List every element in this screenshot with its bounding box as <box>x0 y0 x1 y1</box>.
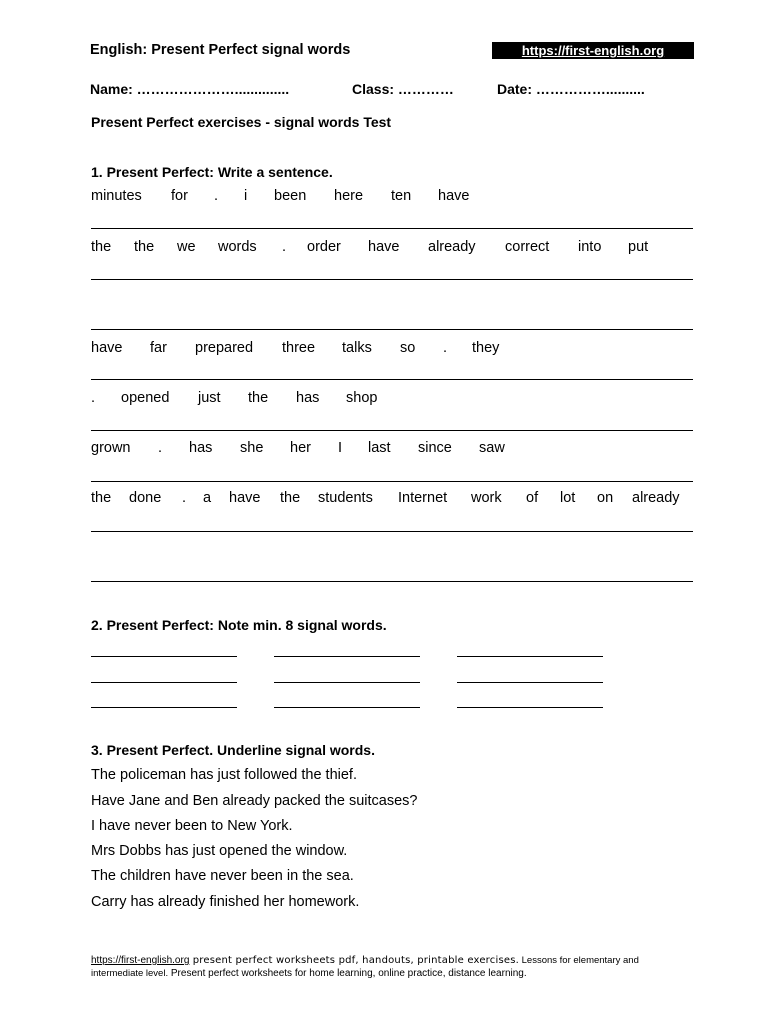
scrambled-word: so <box>400 340 416 356</box>
exercise-sentence: The children have never been in the sea. <box>91 868 354 884</box>
scrambled-word: . <box>443 340 448 356</box>
scrambled-row-2 <box>91 239 693 257</box>
scrambled-word: shop <box>346 390 378 406</box>
footer-note <box>91 954 681 980</box>
footer-link[interactable]: https://first-english.org <box>91 955 190 966</box>
scrambled-word: work <box>471 490 502 506</box>
scrambled-row-4 <box>91 390 693 408</box>
scrambled-word: already <box>428 239 476 255</box>
scrambled-word: has <box>296 390 320 406</box>
section-3-heading: 3. Present Perfect. Underline signal words. <box>91 742 375 758</box>
answer-line <box>91 329 693 330</box>
section-1-heading: 1. Present Perfect: Write a sentence. <box>91 164 333 180</box>
scrambled-row-5 <box>91 440 693 458</box>
footer-text-3: Present perfect worksheets for home learning, online practice, distance learning. <box>168 968 527 979</box>
scrambled-word: three <box>282 340 316 356</box>
answer-line <box>91 379 693 380</box>
scrambled-word: since <box>418 440 452 456</box>
scrambled-word: for <box>171 188 188 204</box>
scrambled-word: correct <box>505 239 550 255</box>
signal-word-line <box>274 707 420 708</box>
scrambled-word: ten <box>391 188 412 204</box>
scrambled-word: Internet <box>398 490 448 506</box>
scrambled-word: have <box>368 239 400 255</box>
worksheet-title: English: Present Perfect signal words <box>90 42 351 58</box>
scrambled-word: a <box>203 490 212 506</box>
signal-word-line <box>91 707 237 708</box>
scrambled-word: order <box>307 239 341 255</box>
scrambled-word: just <box>198 390 221 406</box>
signal-word-line <box>457 682 603 683</box>
scrambled-word: the <box>91 490 112 506</box>
class-field: Class: ………… <box>352 81 454 97</box>
scrambled-word: lot <box>560 490 576 506</box>
exercise-sentence: The policeman has just followed the thief. <box>91 767 357 783</box>
signal-word-line <box>274 682 420 683</box>
scrambled-word: talks <box>342 340 372 356</box>
scrambled-word: the <box>248 390 269 406</box>
scrambled-word: . <box>158 440 163 456</box>
scrambled-word: opened <box>121 390 170 406</box>
signal-word-line <box>91 656 237 657</box>
scrambled-word: . <box>182 490 187 506</box>
exercise-sentence: Carry has already finished her homework. <box>91 894 360 910</box>
scrambled-row-6 <box>91 490 693 508</box>
exercise-sentence: Have Jane and Ben already packed the suitcases? <box>91 793 418 809</box>
scrambled-word: here <box>334 188 364 204</box>
scrambled-word: saw <box>479 440 505 456</box>
scrambled-word: they <box>472 340 500 356</box>
scrambled-word: the <box>91 239 112 255</box>
scrambled-word: has <box>189 440 213 456</box>
scrambled-word: i <box>244 188 248 204</box>
scrambled-word: of <box>526 490 539 506</box>
scrambled-word: already <box>632 490 680 506</box>
scrambled-word: far <box>150 340 167 356</box>
signal-word-line <box>91 682 237 683</box>
scrambled-row-3 <box>91 340 693 358</box>
scrambled-word: grown <box>91 440 131 456</box>
name-field: Name: ………………….............. <box>90 81 290 97</box>
scrambled-word: have <box>229 490 261 506</box>
scrambled-word: have <box>438 188 470 204</box>
scrambled-word: on <box>597 490 614 506</box>
scrambled-word: . <box>91 390 96 406</box>
scrambled-word: her <box>290 440 311 456</box>
answer-line <box>91 279 693 280</box>
scrambled-word: she <box>240 440 264 456</box>
scrambled-word: we <box>177 239 196 255</box>
header-url-link[interactable]: https://first-english.org <box>492 42 694 59</box>
signal-word-line <box>274 656 420 657</box>
scrambled-word: the <box>134 239 155 255</box>
scrambled-word: students <box>318 490 373 506</box>
scrambled-word: the <box>280 490 301 506</box>
test-subtitle: Present Perfect exercises - signal words Test <box>91 114 392 130</box>
answer-line <box>91 430 693 431</box>
section-2-heading: 2. Present Perfect: Note min. 8 signal words. <box>91 617 387 633</box>
scrambled-word: into <box>578 239 602 255</box>
scrambled-word: minutes <box>91 188 142 204</box>
scrambled-word: . <box>282 239 287 255</box>
answer-line <box>91 228 693 229</box>
scrambled-row-1 <box>91 188 693 206</box>
signal-word-line <box>457 656 603 657</box>
answer-line <box>91 581 693 582</box>
scrambled-word: words <box>218 239 257 255</box>
scrambled-word: I <box>338 440 343 456</box>
scrambled-word: have <box>91 340 123 356</box>
scrambled-word: last <box>368 440 391 456</box>
exercise-sentence: I have never been to New York. <box>91 818 293 834</box>
date-field: Date: …………….......... <box>497 81 645 97</box>
signal-word-line <box>457 707 603 708</box>
footer-text-2: Lessons for elementary and intermediate level. <box>91 955 639 979</box>
answer-line <box>91 481 693 482</box>
scrambled-word: been <box>274 188 307 204</box>
scrambled-word: put <box>628 239 649 255</box>
scrambled-word: . <box>214 188 219 204</box>
exercise-sentence: Mrs Dobbs has just opened the window. <box>91 843 348 859</box>
footer-text-1: present perfect worksheets pdf, handouts, printable exercises. <box>189 955 519 966</box>
scrambled-word: done <box>129 490 162 506</box>
scrambled-word: prepared <box>195 340 254 356</box>
answer-line <box>91 531 693 532</box>
